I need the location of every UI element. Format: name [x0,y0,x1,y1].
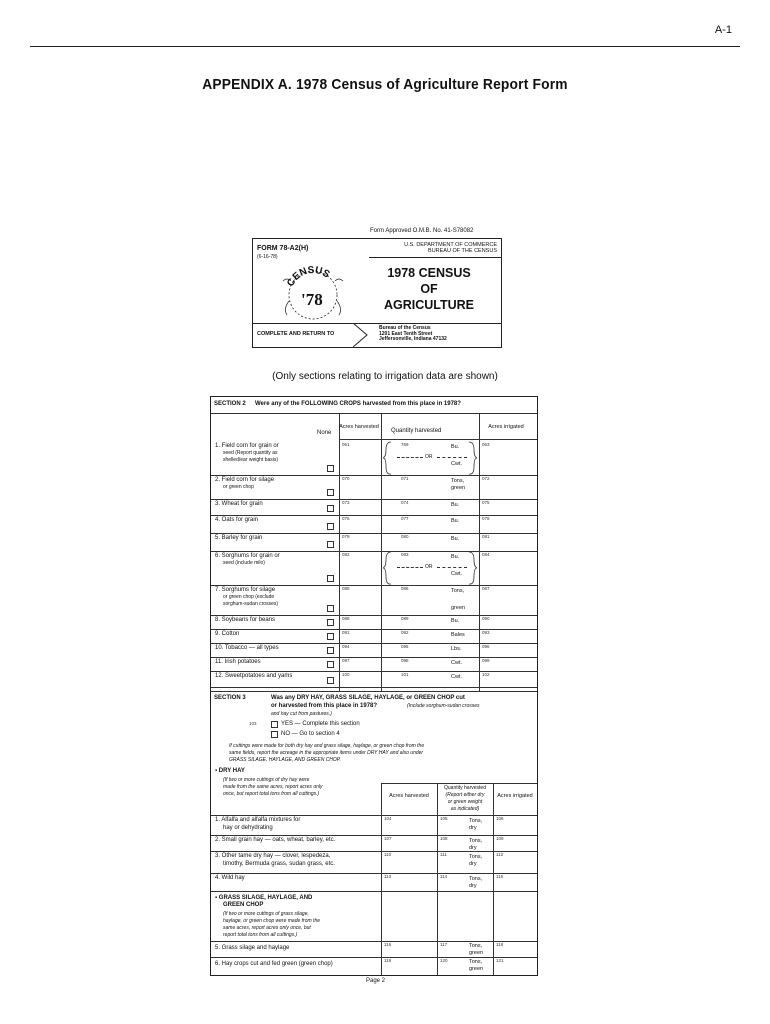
crop-label: 3. Wheat for grain [215,501,263,507]
grass-note-3: same acres, report acres only once, but [223,925,311,931]
acres-code: 116 [384,942,392,947]
quantity-unit-2: dry [469,825,477,831]
col-acres-harvested: Acres harvested [339,424,379,430]
quantity-unit: Tons, [451,588,465,594]
s3-col-irrigated: Acres irrigated [497,793,533,799]
acres-code: 100 [342,672,350,677]
acres-code: 076 [342,516,350,521]
dept-line-1: U.S. DEPARTMENT OF COMMERCE [404,242,497,248]
hay-label: 3. Other tame dry hay — clover, lespedeza, [215,853,331,859]
quantity-unit: Cwt. [451,674,462,680]
crop-label: 7. Sorghums for silage [215,587,276,593]
census-title-line-1: 1978 CENSUS [387,266,471,280]
quantity-unit-2: green [469,966,484,972]
seal-text: CENSUS [285,264,332,289]
acres-code: 091 [342,630,350,635]
section3-code: 103 [249,721,257,726]
quantity-unit: Tons, [469,959,483,965]
quantity-code: 108 [440,836,448,841]
acres-code: 097 [342,658,350,663]
crop-label: 5. Barley for grain [215,535,263,541]
dry-hay-heading: ▪ DRY HAY [215,768,245,774]
grass-silage-title-2: GREEN CHOP [223,902,264,908]
quantity-code: 089 [401,616,409,621]
acres-code: 082 [342,552,350,557]
irrigated-code: 121 [496,958,504,963]
right-brace-icon [467,441,477,475]
address-line-2: 1201 East Tenth Street [379,330,433,337]
hay-label: 2. Small grain hay — oats, wheat, barley, etc. [215,837,336,843]
quantity-code: 120 [440,958,448,963]
s3-col-qty-3: or green weight [447,799,483,805]
crop-label: 4. Oats for grain [215,517,259,523]
quantity-code: 117 [440,942,448,947]
quantity-unit: Tons, [469,854,483,860]
none-checkbox[interactable] [327,647,334,654]
quantity-code: 111 [440,852,447,857]
quantity-unit: Tons, [451,478,465,484]
crop-label: 12. Sweetpotatoes and yams [215,673,293,679]
acres-code: 107 [384,836,392,841]
form-date: (6-16-78) [257,254,278,260]
irrigated-code: 078 [482,516,490,521]
grass-silage-title-1: GRASS SILAGE, HAYLAGE, AND [218,895,313,901]
quantity-code: 095 [401,644,409,649]
dept-line-2: BUREAU OF THE CENSUS [428,248,497,254]
quantity-code: 071 [401,476,409,481]
census-title [359,265,499,313]
quantity-unit: Cwt. [451,660,462,666]
s3-col-acres: Acres harvested [389,793,429,799]
page-title: APPENDIX A. 1978 Census of Agriculture Report Form [202,76,568,93]
col-acres-irrigated: Acres irrigated [488,424,524,430]
crop-label-3: shelled/ear weight basis) [223,457,279,463]
irrigated-code: 096 [482,644,490,649]
yes-checkbox[interactable] [271,721,278,728]
irrigated-code: 093 [482,630,490,635]
none-checkbox[interactable] [327,465,334,472]
none-checkbox[interactable] [327,619,334,626]
irrigated-code: 090 [482,616,490,621]
header-bottom-rule [253,323,501,324]
col-none-label: None [317,430,332,436]
report-form [210,396,538,976]
irrigated-code: 075 [482,500,490,505]
none-checkbox[interactable] [327,489,334,496]
none-checkbox[interactable] [327,541,334,548]
acres-code: 088 [342,616,350,621]
quantity-unit: Tons, [469,876,483,882]
census-title-line-3: AGRICULTURE [383,298,475,312]
section2-question: Were any of the FOLLOWING CROPS harvested from this place in 1978? [255,401,461,407]
address-line-3: Jeffersonville, Indiana 47132 [379,336,447,342]
irrigated-code: 081 [482,534,490,539]
form-header-box [252,238,502,348]
no-label: NO — Go to section 4 [281,731,340,737]
acres-code: 104 [384,816,392,821]
department [373,242,497,254]
irrigated-code: 112 [496,852,504,857]
quantity-code: 080 [401,534,409,539]
none-checkbox[interactable] [327,523,334,530]
none-checkbox[interactable] [327,605,334,612]
quantity-code: 092 [401,630,409,635]
irrigated-code: 118 [496,942,504,947]
address-line-1: Bureau of the Census [379,325,431,331]
quantity-unit: Bales [451,632,465,638]
acres-code: 079 [342,534,350,539]
seal-year: '78 [301,290,323,309]
return-address [379,326,447,343]
section3-question-line-3: and hay cut from pastures.) [271,711,332,717]
crop-label: 2. Field corn for silage [215,477,275,483]
quantity-unit-2: dry [469,861,477,867]
crop-label-2: or green chop [223,484,254,490]
irrigated-code: 084 [482,552,490,557]
quantity-unit-2: green [451,605,466,611]
hay-label: 1. Alfalfa and alfalfa mixtures for [215,817,301,823]
acres-code: 110 [384,852,392,857]
none-checkbox[interactable] [327,677,334,684]
irrigated-code: 063 [482,442,490,447]
crop-label: 11. Irish potatoes [215,659,261,665]
quantity-unit: Tons, [469,838,483,844]
instruction-line-3: GRASS SILAGE, HAYLAGE, AND GREEN CHOP. [229,757,341,763]
census-title-line-2: OF [420,282,438,296]
dry-hay-title: DRY HAY [218,768,245,774]
crop-label: 10. Tobacco — all types [215,645,279,651]
quantity-unit: Bu. [451,618,460,624]
irrigated-code: 087 [482,586,490,591]
quantity-unit: Tons, [469,943,483,949]
quantity-unit: Bu. [451,444,460,450]
silage-label: 6. Hay crops cut and fed green (green chop) [215,961,333,967]
grass-note-2: haylage, or green chop were made from the [223,918,320,924]
grass-silage-heading: ▪ GRASS SILAGE, HAYLAGE, AND [215,895,313,901]
acres-code: 085 [342,586,350,591]
sections-note: (Only sections relating to irrigation data are shown) [272,371,498,382]
quantity-unit: Bu. [451,554,460,560]
instruction-line-1: If cuttings were made for both dry hay and grass silage, haylage, or green chop from the [229,743,425,749]
crop-label: 8. Soybeans for beans [215,617,276,623]
crop-label-3: sorghum-sudan crosses) [223,601,279,607]
quantity-unit-2: green [451,485,466,491]
yes-label: YES — Complete this section [281,721,360,727]
page-footer: Page 2 [366,978,386,984]
quantity-code: 083 [401,552,409,557]
none-checkbox[interactable] [327,661,334,668]
none-checkbox[interactable] [327,505,334,512]
acres-code: 113 [384,874,392,879]
quantity-code: 769 [401,442,409,447]
acres-code: 073 [342,500,350,505]
quantity-code: 074 [401,500,409,505]
grass-note-4: report total tons from all cuttings.) [223,932,298,938]
right-brace-icon [467,551,477,585]
irrigated-code: 115 [496,874,504,879]
census-seal-icon [271,261,361,321]
header-divider [369,257,501,258]
acres-code: 119 [384,958,392,963]
section3-question-note: (Include sorghum-sudan crosses [407,703,480,709]
dry-hay-note-1: (If two or more cuttings of dry hay were [223,777,310,783]
header-rule [30,46,740,47]
dry-hay-note-2: made from the same acres, report acres only [223,784,323,790]
quantity-code: 077 [401,516,409,521]
instruction-line-2: same fields, report the acreage in the appropriate items under DRY HAY and also under [229,750,424,756]
left-brace-icon [383,441,393,475]
dry-hay-note-3: once, but report total tons from all cuttings.) [223,791,320,797]
or-label: OR [425,454,433,460]
quantity-unit-2: green [469,950,484,956]
none-checkbox[interactable] [327,575,334,582]
quantity-code: 105 [440,816,448,821]
crop-label-2: seed (Report quantity as [223,450,278,456]
crop-label: 1. Field corn for grain or [215,443,279,449]
quantity-unit: Bu. [451,518,460,524]
irrigated-code: 106 [496,816,504,821]
crop-label: 6. Sorghums for grain or [215,553,280,559]
quantity-unit-2: Cwt. [451,461,462,467]
page-number: A-1 [714,24,732,36]
s3-col-qty-1: Quantity harvested [444,785,486,791]
or-label: OR [425,564,433,570]
silage-label: 5. Grass silage and haylage [215,945,290,951]
acres-code: 070 [342,476,350,481]
section3-label: SECTION 3 [214,695,246,701]
grass-note-1: (If two or more cuttings of grass silage, [223,911,309,917]
section3-question-line-2: or harvested from this place in 1978? [271,703,378,709]
crop-label-2: seed (include milo) [223,560,265,566]
left-brace-icon [383,551,393,585]
quantity-unit-2: dry [469,845,477,851]
irrigated-code: 102 [482,672,490,677]
complete-return-label: COMPLETE AND RETURN TO [257,331,335,337]
acres-code: 094 [342,644,350,649]
quantity-code: 086 [401,586,409,591]
quantity-unit: Bu. [451,502,460,508]
arrow-right-icon [353,323,373,347]
omb-approval: Form Approved O.M.B. No. 41-S78082 [370,228,474,234]
quantity-code: 101 [401,672,409,677]
crop-label: 9. Cotton [215,631,240,637]
quantity-unit: Bu. [451,536,460,542]
quantity-unit: Tons, [469,818,483,824]
quantity-unit-2: Cwt. [451,571,462,577]
irrigated-code: 109 [496,836,504,841]
quantity-unit-2: dry [469,883,477,889]
s3-col-qty-2: (Report either dry [445,792,485,798]
hay-label: 4. Wild hay [215,875,245,881]
hay-label-2: timothy, Bermuda grass, sudan grass, etc. [223,861,335,867]
crop-label-2: or green chop (exclude [223,594,275,600]
s3-col-qty-4: as indicated) [450,806,480,812]
col-quantity-harvested: Quantity harvested [391,428,442,434]
no-checkbox[interactable] [271,731,278,738]
quantity-unit: Lbs. [451,646,462,652]
section3-question-line-1: Was any DRY HAY, GRASS SILAGE, HAYLAGE, or GREEN CHOP cut [271,695,465,701]
svg-text:CENSUS [285,265,332,289]
irrigated-code: 099 [482,658,490,663]
hay-label-2: hay or dehydrating [223,825,273,831]
quantity-code: 098 [401,658,409,663]
quantity-code: 114 [440,874,448,879]
acres-code: 061 [342,442,350,447]
irrigated-code: 072 [482,476,490,481]
form-number: FORM 78-A2(H) [257,245,309,252]
none-checkbox[interactable] [327,633,334,640]
section2-label: SECTION 2 [214,401,246,407]
